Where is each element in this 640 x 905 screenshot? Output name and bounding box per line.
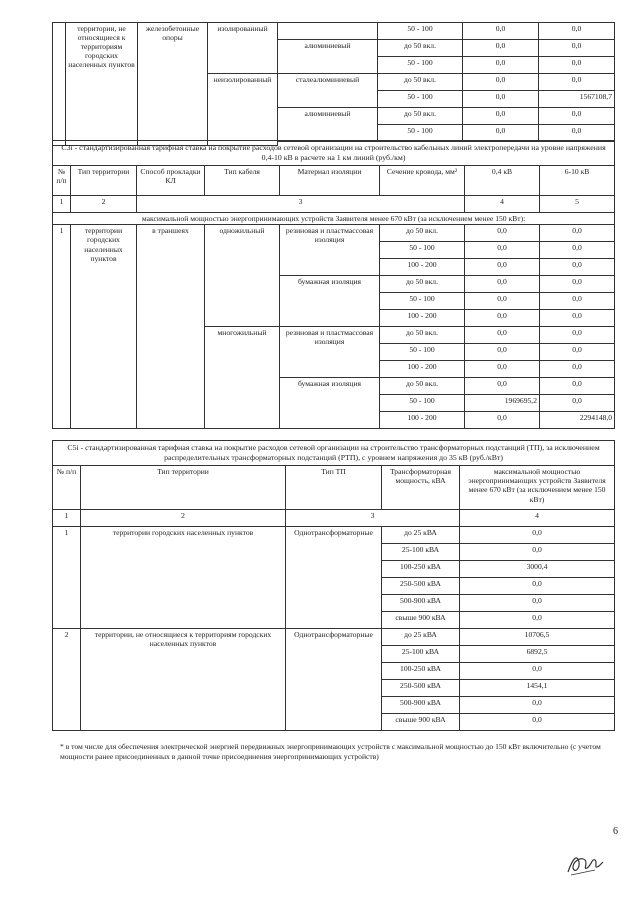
power-cell: 25-100 кВА: [382, 544, 460, 561]
value-610-cell: 2294148,0: [540, 412, 615, 429]
value-610-cell: 0,0: [540, 327, 615, 344]
section-cell: 50 - 100: [380, 293, 465, 310]
insulation-cell: резиновая и пластмассовая изоляция: [280, 327, 380, 378]
value-04-cell: 0,0: [463, 23, 539, 40]
signature-icon: [565, 848, 605, 878]
row-number-cell: 1: [53, 527, 81, 629]
value-cell: 0,0: [460, 663, 615, 680]
power-cell: 25-100 кВА: [382, 646, 460, 663]
power-cell: 500-900 кВА: [382, 697, 460, 714]
cable-subheader: максимальной мощностью энергопринимающих устройств Заявителя менее 670 кВт (за исключением менее 150 кВт):: [53, 213, 615, 225]
section-cell: 50 - 100: [380, 242, 465, 259]
footnote: * в том числе для обеспечения электрической энергией передвижных энергопринимающих устройств с максимальной мощностью до 150 кВт включительно (с учетом мощности ранее присоединенных в данной точке присоединения энергопринимающих устройств): [60, 742, 601, 762]
material-cell: [278, 23, 378, 40]
value-610-cell: 0,0: [540, 344, 615, 361]
row-number-cell: 1: [53, 225, 71, 429]
section-cell: 50 - 100: [378, 57, 463, 74]
value-04-cell: 0,0: [465, 412, 540, 429]
power-cell: свыше 900 кВА: [382, 714, 460, 731]
col-header-section: Сечение кровода, мм²: [380, 166, 465, 196]
col-number: 3: [137, 196, 465, 213]
value-cell: 6892,5: [460, 646, 615, 663]
section-cell: 100 - 200: [380, 259, 465, 276]
value-cell: 10706,5: [460, 629, 615, 646]
cable-type-cell: одножильный: [205, 225, 280, 327]
insulated-cell: изолированный: [208, 23, 278, 74]
material-cell: сталеалюминиевый: [278, 74, 378, 108]
section-cell: 100 - 200: [380, 412, 465, 429]
power-cell: 250-500 кВА: [382, 680, 460, 697]
value-04-cell: 0,0: [463, 40, 539, 57]
value-04-cell: 0,0: [465, 361, 540, 378]
section-cell: до 50 вкл.: [378, 108, 463, 125]
value-04-cell: 0,0: [465, 310, 540, 327]
power-cell: 100-250 кВА: [382, 561, 460, 578]
substation-table-caption: C5i - стандартизированная тарифная ставка на покрытие расходов сетевой организации на строительство трансформаторных подстанций (ТП), за исключением распределительных трансформаторных подстанций (РТП), с уровнем напряжения до 35 кВ (руб./кВт): [53, 441, 615, 466]
tp-type-cell: Однотрансформаторные: [286, 527, 382, 629]
value-cell: 0,0: [460, 612, 615, 629]
value-cell: 0,0: [460, 595, 615, 612]
section-cell: до 50 вкл.: [380, 378, 465, 395]
value-610-cell: 0,0: [540, 242, 615, 259]
value-610-cell: 0,0: [540, 395, 615, 412]
section-cell: 100 - 200: [380, 310, 465, 327]
section-cell: до 50 вкл.: [378, 74, 463, 91]
method-cell: в траншеях: [137, 225, 205, 429]
power-cell: 500-900 кВА: [382, 595, 460, 612]
value-04-cell: 0,0: [463, 74, 539, 91]
section-cell: до 50 вкл.: [378, 40, 463, 57]
insulation-cell: резиновая и пластмассовая изоляция: [280, 225, 380, 276]
value-cell: 0,0: [460, 544, 615, 561]
cable-lines-table: [52, 140, 615, 429]
col-header-value: максимальной мощностью энергопринимающих устройств Заявителя менее 670 кВт (за исключением менее 150 кВт): [460, 466, 615, 510]
col-header-method: Способ прокладки КЛ: [137, 166, 205, 196]
value-610-cell: 0,0: [539, 125, 615, 142]
page-number: 6: [613, 826, 618, 837]
col-number: 4: [460, 510, 615, 527]
power-cell: до 25 кВА: [382, 629, 460, 646]
value-04-cell: 0,0: [465, 242, 540, 259]
col-header-610kv: 6-10 кВ: [540, 166, 615, 196]
value-cell: 1454,1: [460, 680, 615, 697]
insulation-cell: бумажная изоляция: [280, 378, 380, 429]
section-cell: до 50 вкл.: [380, 225, 465, 242]
method-cell: железобетонные опоры: [138, 23, 208, 146]
value-cell: 3000,4: [460, 561, 615, 578]
substations-table: [52, 440, 615, 731]
power-cell: 250-500 кВА: [382, 578, 460, 595]
value-610-cell: 0,0: [540, 310, 615, 327]
col-header-num: № п/п: [53, 466, 81, 510]
col-header-04kv: 0,4 кВ: [465, 166, 540, 196]
section-cell: 50 - 100: [380, 344, 465, 361]
col-header-tp: Тип ТП: [286, 466, 382, 510]
power-cell: свыше 900 кВА: [382, 612, 460, 629]
value-04-cell: 1969695,2: [465, 395, 540, 412]
col-header-territory: Тип территории: [81, 466, 286, 510]
value-04-cell: 0,0: [465, 225, 540, 242]
value-04-cell: 0,0: [465, 259, 540, 276]
value-610-cell: 0,0: [539, 40, 615, 57]
tp-type-cell: Однотрансформаторные: [286, 629, 382, 731]
value-cell: 0,0: [460, 714, 615, 731]
col-number: 3: [286, 510, 460, 527]
col-header-insulation: Материал изоляции: [280, 166, 380, 196]
value-04-cell: 0,0: [465, 276, 540, 293]
value-04-cell: 0,0: [463, 108, 539, 125]
value-610-cell: 0,0: [540, 276, 615, 293]
section-cell: 50 - 100: [378, 23, 463, 40]
col-number: 2: [81, 510, 286, 527]
value-cell: 0,0: [460, 578, 615, 595]
value-610-cell: 0,0: [540, 259, 615, 276]
uninsulated-cell: неизолированный: [208, 74, 278, 146]
value-610-cell: 0,0: [539, 108, 615, 125]
row-number-cell: [53, 23, 66, 146]
col-header-power: Трансформаторная мощность, кВА: [382, 466, 460, 510]
col-header-cable: Тип кабеля: [205, 166, 280, 196]
value-610-cell: 0,0: [539, 23, 615, 40]
col-number: 2: [71, 196, 137, 213]
value-cell: 0,0: [460, 527, 615, 544]
material-cell: алюминиевый: [278, 40, 378, 74]
col-number: 5: [540, 196, 615, 213]
value-610-cell: 1567108,7: [539, 91, 615, 108]
value-04-cell: 0,0: [463, 91, 539, 108]
territory-cell: территории городских населенных пунктов: [81, 527, 286, 629]
row-number-cell: 2: [53, 629, 81, 731]
overhead-lines-table: [52, 22, 615, 146]
territory-cell: территории городских населенных пунктов: [71, 225, 137, 429]
value-610-cell: 0,0: [540, 378, 615, 395]
cable-type-cell: многожильный: [205, 327, 280, 429]
value-04-cell: 0,0: [465, 293, 540, 310]
value-610-cell: 0,0: [540, 361, 615, 378]
col-header-num: № п/п: [53, 166, 71, 196]
material-cell: алюминиевый: [278, 108, 378, 142]
value-610-cell: 0,0: [540, 293, 615, 310]
territory-cell: территории, не относящиеся к территориям городских населенных пунктов: [66, 23, 138, 146]
value-04-cell: 0,0: [463, 125, 539, 142]
col-number: 1: [53, 196, 71, 213]
col-number: 4: [465, 196, 540, 213]
section-cell: до 50 вкл.: [380, 327, 465, 344]
section-cell: 50 - 100: [380, 395, 465, 412]
value-04-cell: 0,0: [463, 57, 539, 74]
col-header-territory: Тип территории: [71, 166, 137, 196]
value-610-cell: 0,0: [539, 74, 615, 91]
value-04-cell: 0,0: [465, 378, 540, 395]
value-610-cell: 0,0: [540, 225, 615, 242]
power-cell: до 25 кВА: [382, 527, 460, 544]
power-cell: 100-250 кВА: [382, 663, 460, 680]
cable-table-caption: C3i - стандартизированная тарифная ставка на покрытие расходов сетевой организации на строительство кабельных линий электропередачи на уровне напряжения 0,4-10 кВ в расчете на 1 км линий (руб./км): [53, 141, 615, 166]
section-cell: до 50 вкл.: [380, 276, 465, 293]
value-04-cell: 0,0: [465, 327, 540, 344]
section-cell: 50 - 100: [378, 91, 463, 108]
territory-cell: территории, не относящиеся к территориям городских населенных пунктов: [81, 629, 286, 731]
section-cell: 50 - 100: [378, 125, 463, 142]
value-610-cell: 0,0: [539, 57, 615, 74]
col-number: 1: [53, 510, 81, 527]
section-cell: 100 - 200: [380, 361, 465, 378]
value-04-cell: 0,0: [465, 344, 540, 361]
insulation-cell: бумажная изоляция: [280, 276, 380, 327]
value-cell: 0,0: [460, 697, 615, 714]
